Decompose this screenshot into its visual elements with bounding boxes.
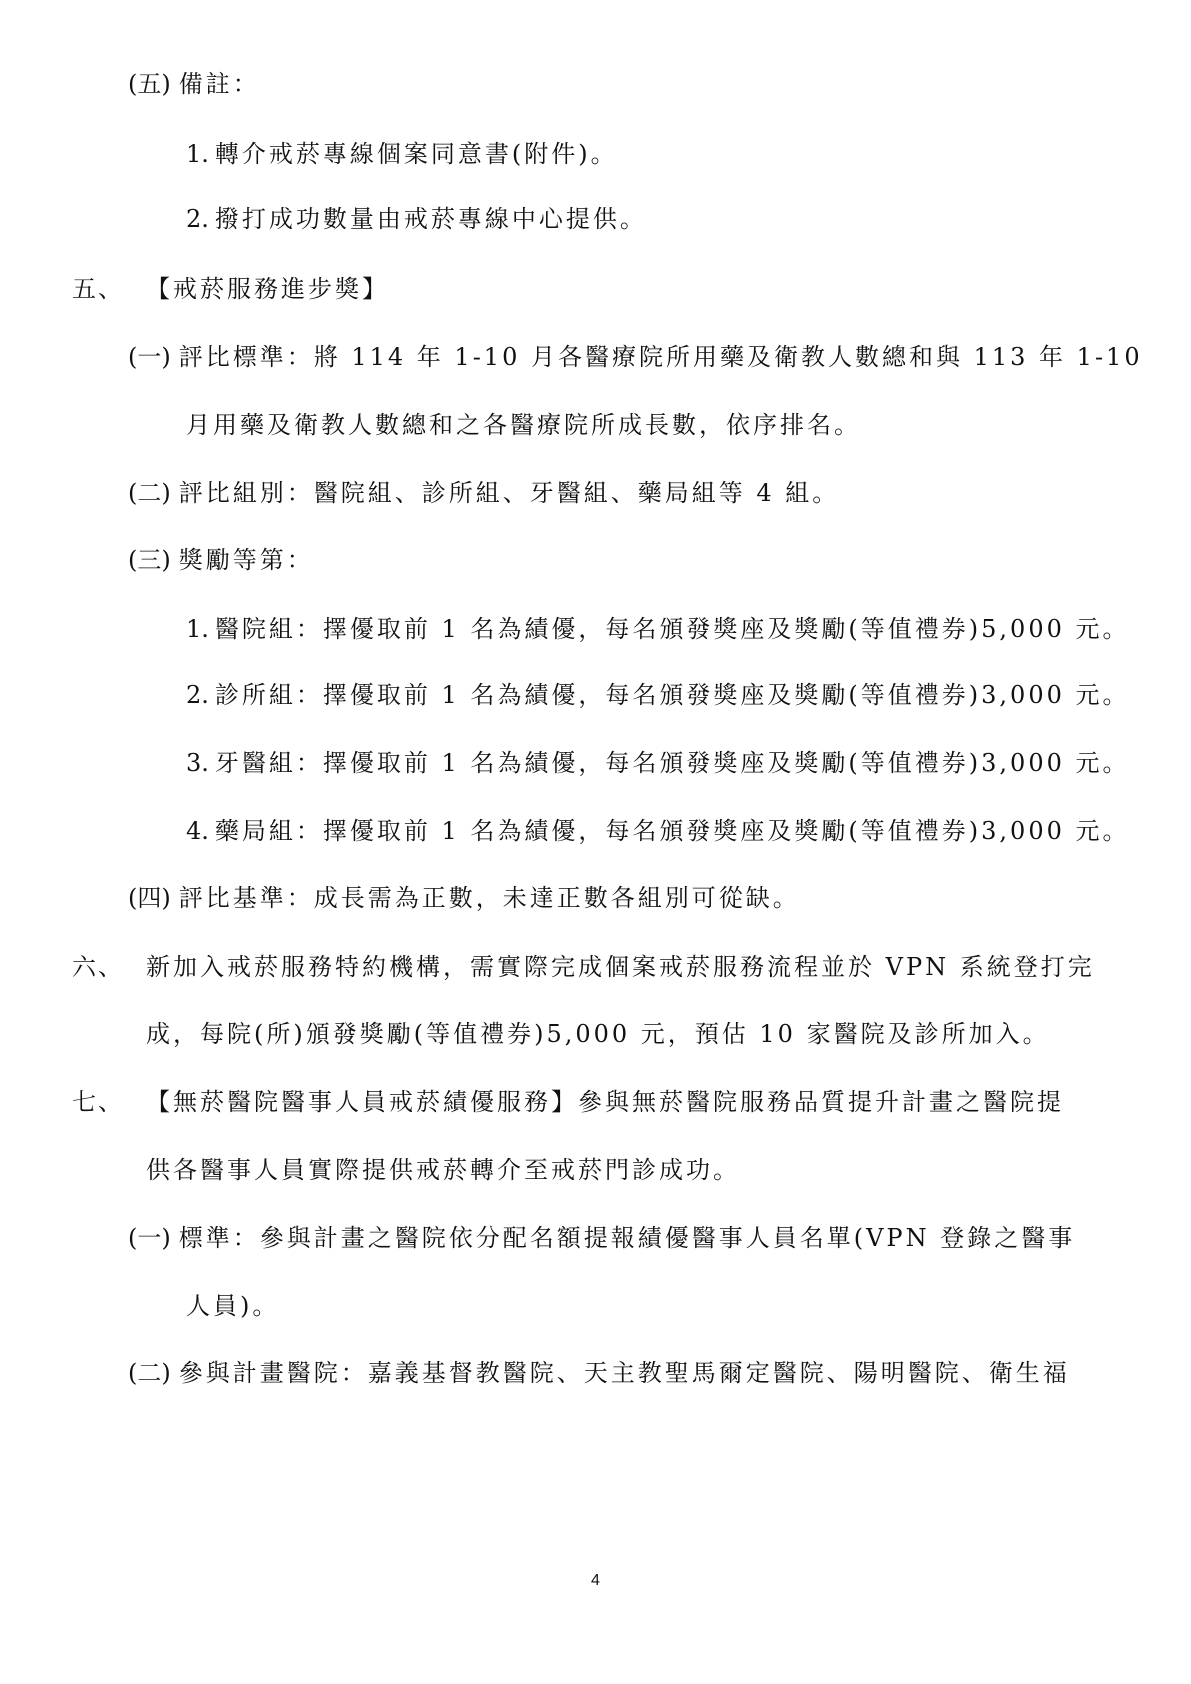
participating-hospitals-item — [128, 1357, 1070, 1389]
item-number: 2. — [186, 205, 209, 233]
item-number: 4. — [186, 817, 209, 845]
page-number: 4 — [591, 1572, 600, 1589]
criteria-item-1 — [128, 341, 1143, 373]
item-number: 1. — [186, 140, 209, 168]
item-text: 獎勵等第： — [178, 546, 314, 574]
item-number: (五) — [128, 70, 171, 98]
item-number: (二) — [128, 479, 171, 507]
section-heading-six — [72, 951, 1095, 983]
section-number: 五、 — [72, 275, 124, 303]
item-number: (三) — [128, 546, 171, 574]
remark-item-2 — [186, 203, 647, 235]
item-number: (二) — [128, 1359, 171, 1387]
criteria-item-3 — [128, 544, 314, 576]
item-number: 1. — [186, 615, 209, 643]
section-5-remarks-heading — [128, 68, 260, 100]
award-item-hospital — [186, 613, 1130, 645]
award-item-clinic — [186, 679, 1130, 711]
section-heading-five — [72, 273, 389, 305]
section-six-continued — [146, 1018, 1050, 1050]
item-text: 轉介戒菸專線個案同意書(附件)。 — [214, 140, 618, 168]
section-number: 六、 — [72, 953, 124, 981]
item-number: (一) — [128, 1224, 171, 1252]
section-title: 【戒菸服務進步獎】 — [146, 275, 389, 303]
standard-item-1 — [128, 1222, 1075, 1254]
item-text: 評比標準：將 114 年 1-10 月各醫療院所用藥及衛教人數總和與 113 年 1-10 — [178, 343, 1143, 371]
item-number: (一) — [128, 343, 171, 371]
item-number: 3. — [186, 749, 209, 777]
criteria-item-4 — [128, 882, 800, 914]
item-text: 牙醫組：擇優取前 1 名為績優，每名頒發獎座及獎勵(等值禮券)3,000 元。 — [214, 749, 1130, 777]
item-text: 評比組別：醫院組、診所組、牙醫組、藥局組等 4 組。 — [178, 479, 840, 507]
item-text: 撥打成功數量由戒菸專線中心提供。 — [214, 205, 647, 233]
award-item-pharmacy — [186, 815, 1130, 847]
item-number: (四) — [128, 884, 171, 912]
item-text: 月用藥及衛教人數總和之各醫療院所成長數，依序排名。 — [186, 411, 861, 439]
section-text: 供各醫事人員實際提供戒菸轉介至戒菸門診成功。 — [146, 1156, 740, 1184]
item-text: 人員)。 — [186, 1292, 280, 1320]
item-text: 評比基準：成長需為正數，未達正數各組別可從缺。 — [178, 884, 800, 912]
item-text: 醫院組：擇優取前 1 名為績優，每名頒發獎座及獎勵(等值禮券)5,000 元。 — [214, 615, 1130, 643]
section-heading-seven — [72, 1086, 1064, 1118]
remark-item-1 — [186, 138, 618, 170]
section-seven-continued — [146, 1154, 740, 1186]
criteria-item-1-continued — [186, 409, 861, 441]
item-text: 備註： — [178, 70, 260, 98]
section-text: 【無菸醫院醫事人員戒菸績優服務】參與無菸醫院服務品質提升計畫之醫院提 — [146, 1088, 1064, 1116]
item-text: 參與計畫醫院：嘉義基督教醫院、天主教聖馬爾定醫院、陽明醫院、衛生福 — [178, 1359, 1070, 1387]
item-text: 標準：參與計畫之醫院依分配名額提報績優醫事人員名單(VPN 登錄之醫事 — [178, 1224, 1076, 1252]
section-number: 七、 — [72, 1088, 124, 1116]
award-item-dental — [186, 747, 1130, 779]
item-number: 2. — [186, 681, 209, 709]
item-text: 診所組：擇優取前 1 名為績優，每名頒發獎座及獎勵(等值禮券)3,000 元。 — [214, 681, 1130, 709]
criteria-item-2 — [128, 477, 839, 509]
section-text: 成，每院(所)頒發獎勵(等值禮券)5,000 元，預估 10 家醫院及診所加入。 — [146, 1020, 1050, 1048]
item-text: 藥局組：擇優取前 1 名為績優，每名頒發獎座及獎勵(等值禮券)3,000 元。 — [214, 817, 1130, 845]
section-text: 新加入戒菸服務特約機構，需實際完成個案戒菸服務流程並於 VPN 系統登打完 — [146, 953, 1095, 981]
standard-item-1-continued — [186, 1290, 279, 1322]
